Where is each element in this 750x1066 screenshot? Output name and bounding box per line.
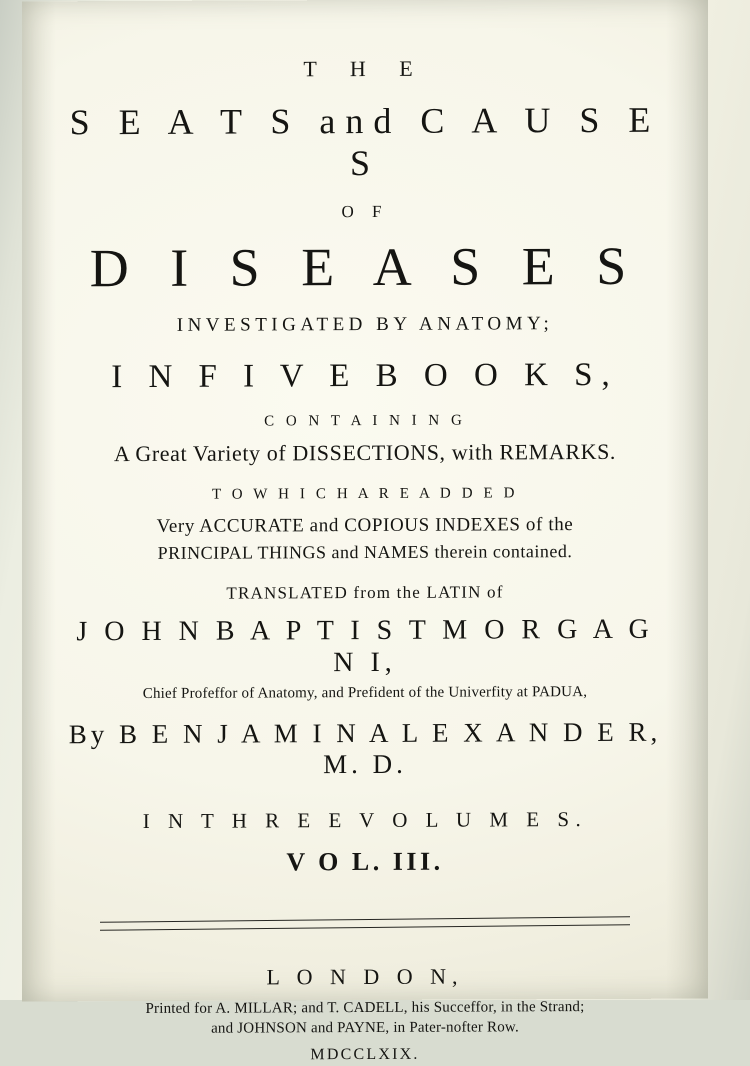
- title-line-of: O F: [341, 201, 389, 222]
- title-line-seats-and-causes: S E A T S and C A U S E S: [69, 99, 661, 184]
- author-name: J O H N B A P T I S T M O R G A G N I,: [76, 613, 654, 679]
- label-translated-from-latin: TRANSLATED from the LATIN of: [226, 582, 504, 603]
- divider-rule-top: [100, 916, 630, 923]
- title-page-text-block: [62, 39, 668, 1064]
- title-line-diseases: D I S E A S E S: [89, 235, 641, 299]
- label-containing: C O N T A I N I N G: [264, 412, 466, 430]
- imprint-printed-for: Printed for A. MILLAR; and T. CADELL, his Succeffor, in the Strand;: [145, 999, 585, 1017]
- subtitle-in-five-books: I N F I V E B O O K S,: [111, 356, 619, 396]
- imprint-date: MDCCLXIX.: [310, 1045, 420, 1064]
- title-line-the: T H E: [303, 55, 427, 82]
- description-indexes-line-1: Very ACCURATE and COPIOUS INDEXES of the: [156, 514, 574, 537]
- subtitle-investigated-by-anatomy: INVESTIGATED BY ANATOMY;: [176, 313, 554, 336]
- description-indexes-line-2: PRINCIPAL THINGS and NAMES therein contained.: [157, 541, 573, 563]
- divider-rules: [100, 918, 630, 929]
- imprint-and-johnson-payne: and JOHNSON and PAYNE, in Pater-nofter Row.: [211, 1019, 519, 1037]
- description-great-variety: A Great Variety of DISSECTIONS, with REMARKS.: [113, 438, 617, 467]
- book-page: [22, 0, 708, 1064]
- label-to-which-are-added: T O W H I C H A R E A D D E D: [211, 485, 519, 503]
- volumes-statement: I N T H R E E V O L U M E S.: [142, 807, 588, 833]
- author-titles: Chief Profeffor of Anatomy, and Prefident of the Univerfity at PADUA,: [142, 684, 588, 702]
- volume-number: V O L. III.: [286, 846, 444, 877]
- imprint-city: L O N D O N,: [266, 963, 464, 990]
- translator-name: By B E N J A M I N A L E X A N D E R, M. D.: [68, 716, 662, 780]
- divider-rule-bottom: [100, 924, 630, 931]
